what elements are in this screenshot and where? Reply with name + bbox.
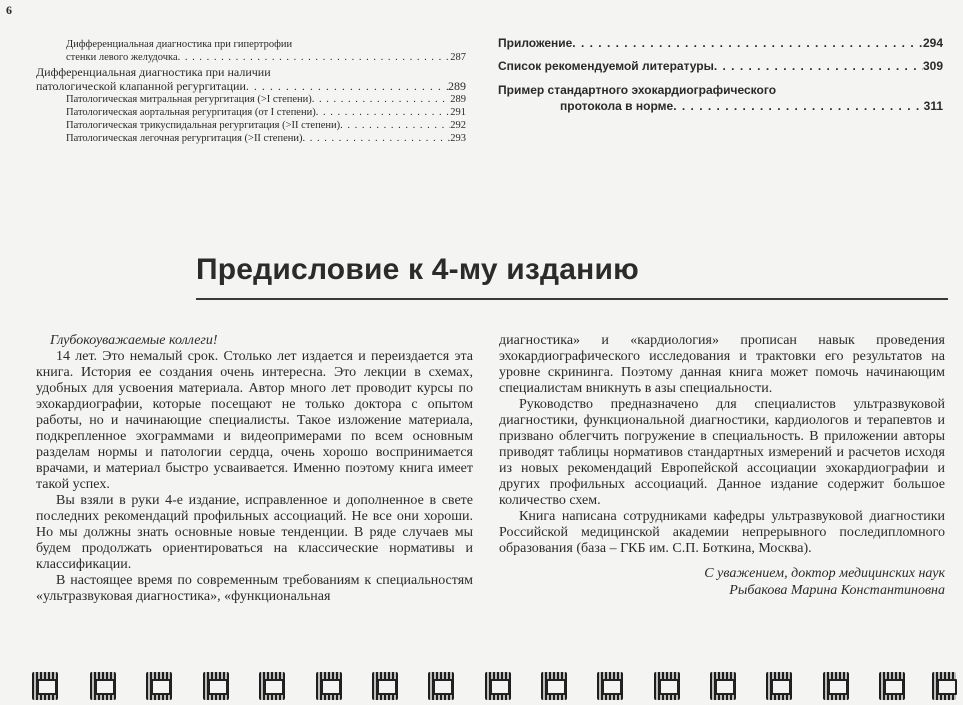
toc-right	[498, 35, 943, 114]
signature	[499, 565, 945, 599]
binding-ring	[203, 672, 229, 700]
paragraph: В настоящее время по современным требованиям к специальностям «ультразвуковая диагностика», «функциональная	[36, 573, 473, 604]
binding-ring	[146, 672, 172, 700]
toc-entry-page: 289	[450, 94, 466, 105]
binding-ring	[710, 672, 736, 700]
toc-entry-page: 293	[450, 133, 466, 144]
toc-entry[interactable]	[36, 119, 466, 132]
toc-entry-label: Патологическая легочная регургитация (>II степени)	[66, 133, 303, 144]
spiral-binding	[0, 668, 963, 705]
toc-entry-label: Дифференциальная диагностика при гипертрофии	[66, 39, 293, 50]
toc-entry[interactable]	[36, 132, 466, 145]
toc-leader	[714, 58, 923, 74]
toc-entry-page: 309	[922, 59, 943, 73]
binding-ring	[90, 672, 116, 700]
page-number: 6	[6, 3, 12, 17]
paragraph: диагностика» и «кардиология» прописан навык проведения эхокардиографического исследования и трактовки его результатов на уровне скрининга. Поэтому данная книга может помочь начинающим специалистам вникнуть в азы специальности.	[499, 333, 945, 396]
toc-entry[interactable]	[36, 93, 466, 106]
toc-entry-label: Приложение	[498, 36, 573, 50]
binding-ring	[372, 672, 398, 700]
binding-ring	[485, 672, 511, 700]
paragraph: Книга написана сотрудниками кафедры ультразвуковой диагностики Российской медицинской академии непрерывного последипломного образования (база – ГКБ им. С.П. Боткина, Москва).	[499, 509, 945, 556]
toc-leader	[312, 93, 450, 106]
toc-entry[interactable]	[498, 82, 943, 98]
toc-entry-page: 294	[922, 36, 943, 50]
toc-entry-label: протокола в норме	[560, 99, 674, 113]
toc-entry-label: Патологическая митральная регургитация (>I степени)	[66, 94, 312, 105]
paragraph: 14 лет. Это немалый срок. Столько лет издается и переиздается эта книга. История ее создания очень интересна. Это лекции в схемах, удобных для усвоения материала. Автор много лет проводит курсы по эхокардиографии, которые посещают не только доктора с опытом работы, но и начинающие специалисты. Такое изложение материала, подкрепленное эхограммами и видеопримерами по всем основным разделам нормы и патологии сердца, очень хорошо воспринимается врачами, и материал быстро усваивается. Именно поэтому книга имеет такой успех.	[36, 349, 473, 492]
toc-entry[interactable]	[36, 106, 466, 119]
toc-entry-label: Патологическая аортальная регургитация (от I степени)	[66, 107, 316, 118]
toc-entry-label: Дифференциальная диагностика при наличии	[36, 65, 271, 79]
page-title: Предисловие к 4-му изданию	[196, 253, 639, 286]
toc-entry[interactable]	[498, 35, 943, 51]
toc-left	[36, 38, 466, 145]
toc-leader	[673, 98, 923, 114]
toc-leader	[316, 106, 451, 119]
signature-title: С уважением, доктор медицинских наук	[704, 566, 945, 581]
binding-ring	[428, 672, 454, 700]
binding-ring	[316, 672, 342, 700]
toc-entry-label: Список рекомендуемой литературы	[498, 59, 714, 73]
body-column-left	[36, 333, 473, 605]
body-column-right	[499, 333, 945, 599]
toc-entry-label: патологической клапанной регургитации	[36, 79, 246, 93]
toc-leader	[246, 79, 448, 93]
toc-entry-label: Пример стандартного эхокардиографического	[498, 83, 777, 97]
binding-ring	[654, 672, 680, 700]
toc-entry[interactable]	[36, 79, 466, 93]
toc-entry-page: 287	[450, 52, 466, 63]
toc-entry-label: стенки левого желудочка	[66, 52, 178, 63]
toc-entry[interactable]	[36, 51, 466, 64]
toc-entry[interactable]	[36, 65, 466, 79]
toc-entry-page: 311	[923, 99, 943, 113]
binding-ring	[879, 672, 905, 700]
paragraph: Вы взяли в руки 4-е издание, исправленное и дополненное в свете последних рекомендаций профильных ассоциаций. Не все они хороши. Но мы должны знать основные новые тенденции. В ряде случаев мы будем продолжать ориентироваться на классические нормативы и классификации.	[36, 493, 473, 572]
toc-entry-label: Патологическая трикуспидальная регургитация (>II степени)	[66, 120, 341, 131]
toc-leader	[302, 132, 450, 145]
binding-ring	[932, 672, 956, 700]
binding-ring	[823, 672, 849, 700]
binding-ring	[597, 672, 623, 700]
toc-leader	[572, 35, 923, 51]
binding-ring	[766, 672, 792, 700]
toc-entry-page: 292	[450, 120, 466, 131]
binding-ring	[32, 672, 58, 700]
toc-entry-page: 291	[450, 107, 466, 118]
binding-ring	[259, 672, 285, 700]
toc-entry[interactable]	[498, 58, 943, 74]
toc-entry-page: 289	[448, 79, 466, 93]
toc-entry[interactable]	[498, 98, 943, 114]
heading-rule	[196, 298, 948, 300]
paragraph: Руководство предназначено для специалистов ультразвуковой диагностики, функциональной диагностики, кардиологов и терапевтов и призвано облегчить погружение в специальность. В приложении авторы приводят таблицы нормативов стандартных измерений и расчетов исходя из новых рекомендаций Европейской ассоциации эхокардиографии и других профильных ассоциаций. Данное издание содержит большое количество схем.	[499, 397, 945, 508]
toc-entry[interactable]	[36, 38, 466, 51]
toc-leader	[340, 119, 450, 132]
binding-ring	[541, 672, 567, 700]
greeting: Глубокоуважаемые коллеги!	[50, 333, 218, 348]
toc-leader	[178, 51, 451, 64]
signature-name: Рыбакова Марина Константиновна	[729, 583, 945, 598]
